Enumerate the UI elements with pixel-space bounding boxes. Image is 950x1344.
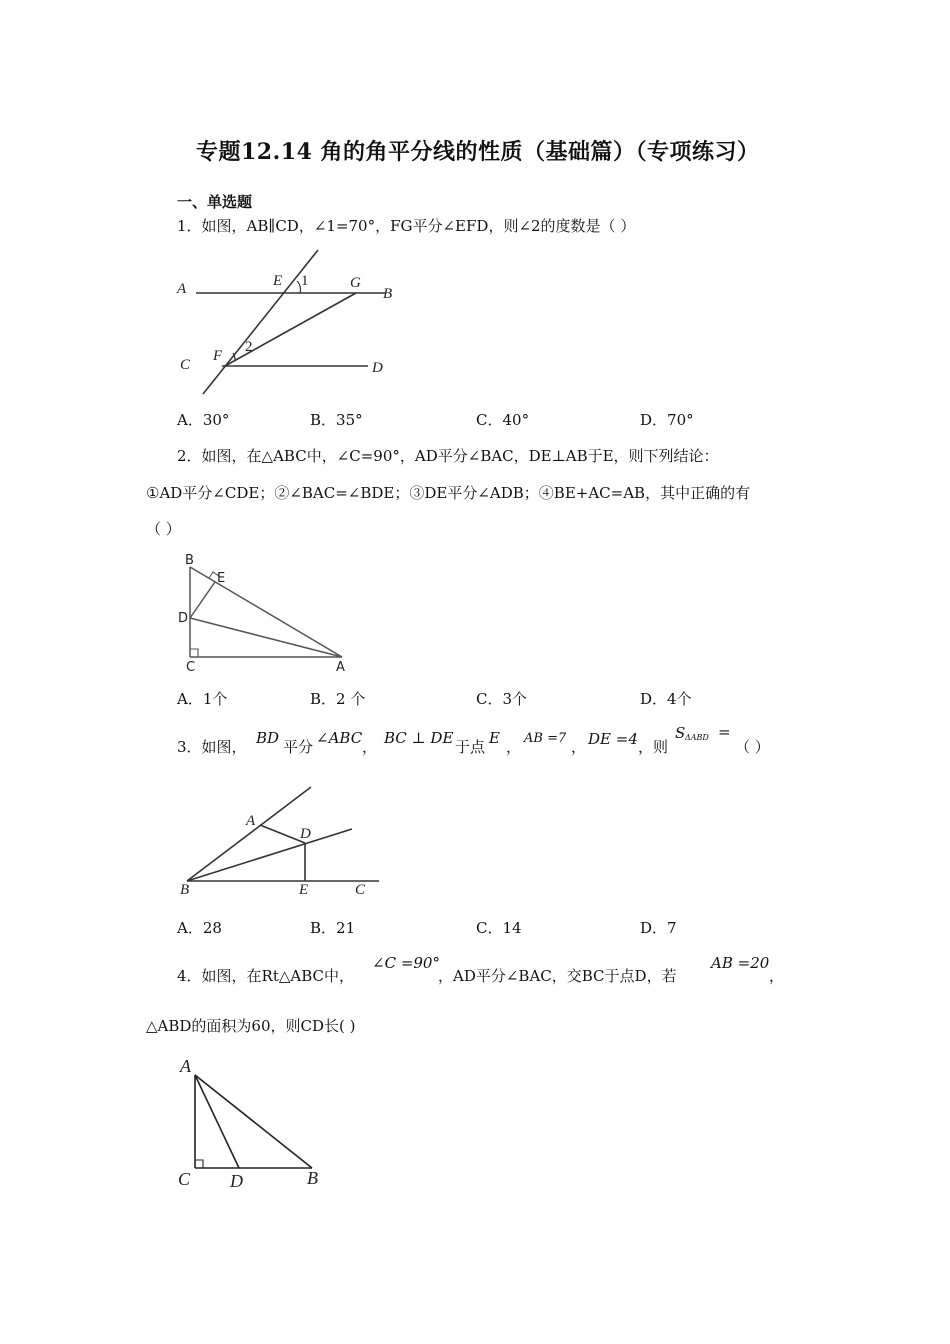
q1-option-b: B．35° [310, 411, 363, 429]
q1-label-c: C [180, 357, 191, 373]
q2-option-b: B．2 个 [310, 690, 366, 708]
q1-label-a: A [177, 281, 187, 297]
q3-label-c: C [355, 882, 366, 898]
q3-option-d: D．7 [640, 919, 677, 937]
q4-figure [172, 1052, 332, 1192]
q4-stem-part2: ，AD平分∠BAC，交BC于点D，若 [438, 967, 677, 985]
q1-label-b: B [383, 286, 393, 302]
q1-figure [175, 243, 415, 403]
q2-stem-line2: ①AD平分∠CDE；②∠BAC=∠BDE；③DE平分∠ADB；④BE+AC=AB，其中正确的有 [146, 484, 751, 502]
q1-label-1: 1 [301, 273, 309, 289]
q4-angle-c: ∠C =90° [372, 954, 440, 972]
q4-label-b: B [307, 1168, 318, 1188]
q3-option-c: C．14 [476, 919, 522, 937]
q2-stem: 2．如图，在△ABC中，∠C=90°，AD平分∠BAC，DE⊥AB于E，则下列结论： [177, 447, 719, 465]
q3-option-a: A．28 [177, 919, 222, 937]
q1-label-e: E [273, 273, 283, 289]
q4-label-a: A [180, 1056, 191, 1076]
q2-label-b: B [185, 553, 194, 568]
q1-option-d: D．70° [640, 411, 694, 429]
q1-label-f: F [213, 348, 223, 364]
q3-ab-value: AB =7 [524, 731, 567, 746]
q2-label-d: D [178, 611, 189, 626]
q3-comma-1: ， [362, 738, 378, 756]
q3-comma-3: ， [571, 738, 587, 756]
q2-figure [172, 550, 352, 675]
q2-option-d: D．4个 [640, 690, 692, 708]
q3-option-b: B．21 [310, 919, 356, 937]
q3-de-value: DE =4 [588, 730, 638, 748]
q3-area-eq: = [718, 723, 731, 741]
q1-stem: 1．如图，AB∥CD，∠1=70°，FG平分∠EFD，则∠2的度数是（ ） [177, 217, 636, 235]
q4-label-c: C [178, 1169, 191, 1189]
q2-label-e: E [217, 571, 226, 586]
q1-label-d: D [372, 360, 383, 376]
section-heading: 一、单选题 [177, 193, 253, 211]
q1-option-a: A．30° [177, 411, 230, 429]
q3-angle-abc: ∠ABC [316, 729, 363, 747]
q1-label-g: G [350, 275, 361, 291]
q3-stem-prefix: 3．如图， [177, 738, 247, 756]
q2-option-c: C．3个 [476, 690, 528, 708]
q2-label-a: A [336, 660, 345, 675]
q3-figure [175, 783, 395, 898]
q3-answer-paren: （ ） [735, 738, 770, 756]
q3-pingfen: 平分 [283, 738, 314, 756]
q4-stem-part1: 4．如图，在Rt△ABC中， [177, 967, 355, 985]
q3-yudian: 于点 [455, 738, 486, 756]
q3-point-e: E [489, 729, 500, 747]
q3-ze: ，则 [638, 738, 669, 756]
q3-comma-2: ， [506, 738, 522, 756]
q2-label-c: C [186, 660, 196, 675]
q1-label-2: 2 [245, 339, 253, 355]
q3-area-s: S [675, 724, 686, 742]
q3-label-a: A [246, 813, 256, 829]
q3-label-d: D [300, 826, 311, 842]
q3-bd: BD [256, 729, 280, 747]
q3-label-e: E [299, 882, 309, 898]
q2-answer-paren: （ ） [146, 520, 181, 538]
q2-option-a: A．1个 [177, 690, 228, 708]
q3-bc-perp-de: BC ⊥ DE [384, 729, 454, 747]
q3-label-b: B [180, 882, 190, 898]
q4-ab-value: AB =20 [711, 954, 770, 972]
q1-option-c: C．40° [476, 411, 530, 429]
q4-stem-line2: △ABD的面积为60，则CD长( ) [146, 1017, 356, 1035]
q4-label-d: D [230, 1171, 243, 1191]
q3-area-subscript: ΔABD [685, 733, 709, 742]
page-title: 专题12.14 角的角平分线的性质（基础篇）（专项练习） [196, 139, 760, 165]
q4-comma: ， [769, 967, 785, 985]
